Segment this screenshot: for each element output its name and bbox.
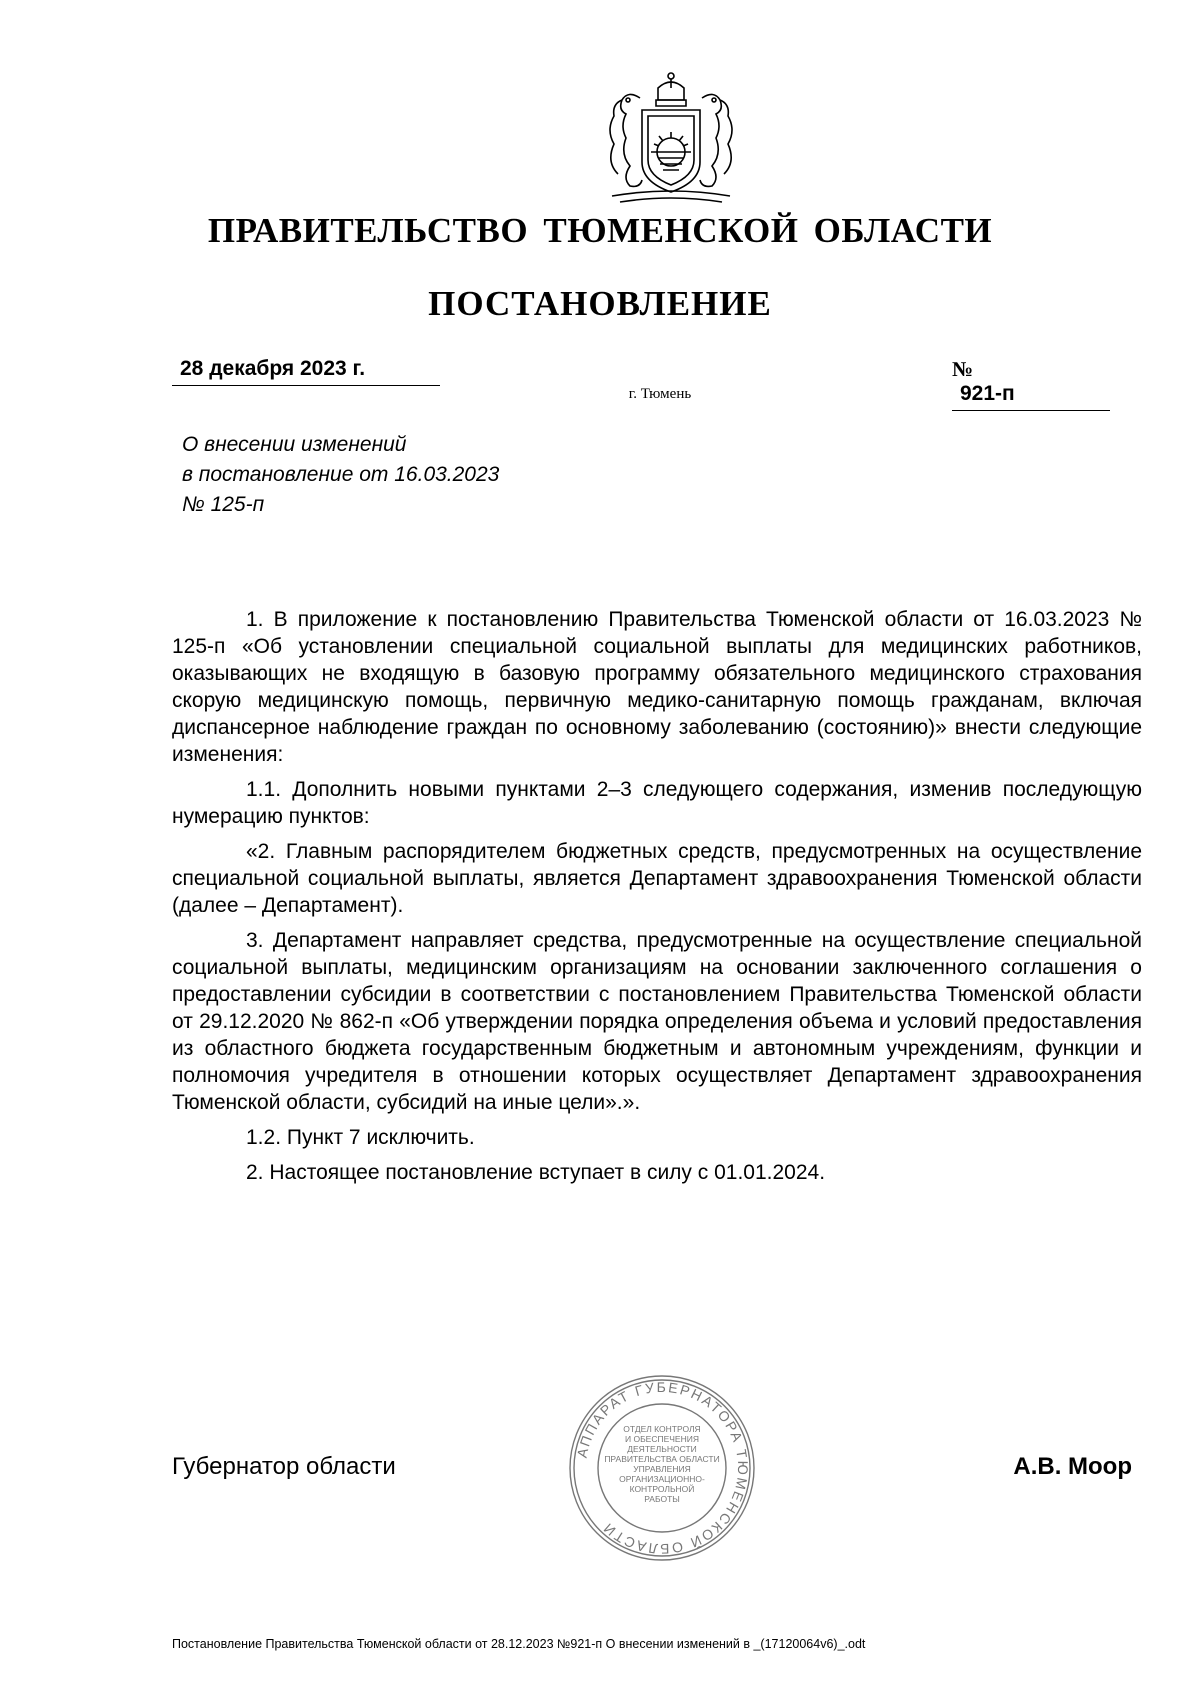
stamp-inner-line: УПРАВЛЕНИЯ bbox=[633, 1464, 691, 1474]
body-paragraph: 1.2. Пункт 7 исключить. bbox=[246, 1126, 475, 1149]
stamp-inner-line: ПРАВИТЕЛЬСТВА ОБЛАСТИ bbox=[604, 1454, 720, 1464]
signer-title: Губернатор области bbox=[172, 1453, 396, 1480]
document-number: 921-п bbox=[952, 382, 1110, 411]
signer-name: А.В. Моор bbox=[1013, 1453, 1132, 1480]
document-subject bbox=[182, 430, 642, 520]
document-date: 28 декабря 2023 г. bbox=[172, 357, 440, 386]
stamp-inner-line: И ОБЕСПЕЧЕНИЯ bbox=[625, 1434, 699, 1444]
city-name: г. Тюмень bbox=[628, 386, 692, 402]
stamp-inner-line: КОНТРОЛЬНОЙ bbox=[629, 1484, 695, 1494]
stamp-ring-text: АППАРАТ ГУБЕРНАТОРА ТЮМЕНСКОЙ ОБЛАСТИ bbox=[573, 1378, 752, 1558]
document-footer: Постановление Правительства Тюменской области от 28.12.2023 №921-п О внесении изменений в _(17120064v6)_.odt bbox=[172, 1637, 866, 1651]
government-title: ПРАВИТЕЛЬСТВО ТЮМЕНСКОЙ ОБЛАСТИ bbox=[207, 211, 993, 250]
stamp-inner-line: ДЕЯТЕЛЬНОСТИ bbox=[627, 1444, 697, 1454]
body-paragraph: 2. Настоящее постановление вступает в силу с 01.01.2024. bbox=[246, 1161, 826, 1184]
stamp-inner-line: ОРГАНИЗАЦИОННО- bbox=[619, 1474, 705, 1484]
subject-line: О внесении изменений bbox=[182, 433, 407, 456]
number-sign: № bbox=[952, 357, 974, 381]
subject-line: в постановление от 16.03.2023 bbox=[182, 463, 500, 486]
document-body bbox=[172, 606, 1142, 1194]
official-stamp bbox=[566, 1372, 758, 1564]
body-paragraph: 1.1. Дополнить новыми пунктами 2–3 следующего содержания, изменив последующую нумерацию пунктов: bbox=[172, 778, 1142, 828]
body-paragraph: «2. Главным распорядителем бюджетных средств, предусмотренных на осуществление специальной социальной выплаты, является Департамент здравоохранения Тюменской области (далее – Департамент). bbox=[172, 840, 1142, 917]
stamp-inner-line: РАБОТЫ bbox=[644, 1494, 680, 1504]
stamp-inner-line: ОТДЕЛ КОНТРОЛЯ bbox=[623, 1424, 701, 1434]
document-type-title: ПОСТАНОВЛЕНИЕ bbox=[428, 284, 772, 323]
subject-line: № 125-п bbox=[182, 493, 265, 516]
body-paragraph: 3. Департамент направляет средства, предусмотренные на осуществление специальной социальной выплаты, медицинским организациям на основании заключенного соглашения о предоставлении субсидии в соответствии с постановлением Правительства Тюменской области от 29.12.2020 № 862-п «Об утверждении порядка определения объема и условий предоставления из областного бюджета государственным бюджетным и автономным учреждениям, функции и полномочия учредителя в отношении которых осуществляет Департамент здравоохранения Тюменской области, субсидий на иные цели».». bbox=[172, 929, 1142, 1114]
body-paragraph: 1. В приложение к постановлению Правительства Тюменской области от 16.03.2023 № 125-п «Об установлении специальной социальной выплаты для медицинских работников, оказывающих не входящую в базовую программу обязательного медицинского страхования скорую медицинскую помощь, первичную медико-санитарную помощь гражданам, включая диспансерное наблюдение граждан по основному заболеванию (состоянию)» внести следующие изменения: bbox=[172, 608, 1142, 766]
coat-of-arms-emblem bbox=[592, 70, 750, 206]
